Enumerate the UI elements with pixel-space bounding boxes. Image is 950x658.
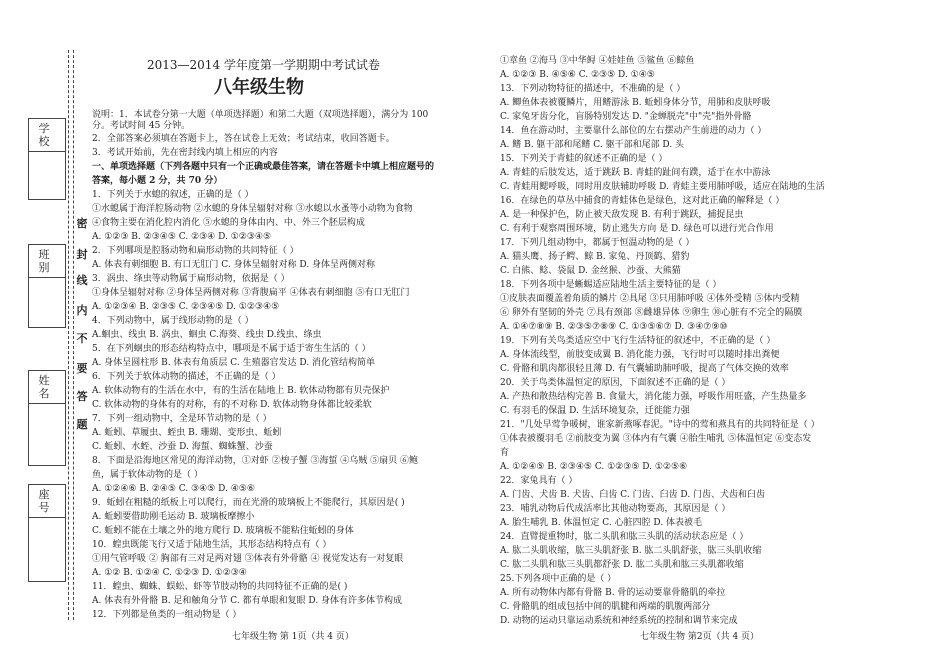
seat-label: 座 号 — [29, 485, 65, 518]
page1-line: ①水螅属于海洋腔肠动物 ②水螅的身体呈辐射对称 ③水螅以水蚤等小动物为食物 — [92, 204, 413, 214]
page1-line: 7．下列一组动物中，全是环节动物的是（ ） — [92, 414, 272, 424]
exam-title: 2013—2014 学年度第一学期期中考试试卷 — [147, 58, 380, 72]
page2-line: 13．下列动物特征的描述中，不准确的是（ ） — [500, 84, 686, 94]
page2-line: C. 骨骼肌的组成包括中间的肌腱和两端的肌腹两部分 — [500, 602, 711, 612]
page2-line: C. 骨骼和肌肉都很轻且薄 D. 有气囊辅助肺呼吸，提高了气体交换的效率 — [500, 364, 789, 374]
page2-line: 15．下列关于青蛙的叙述不正确的是（ ） — [500, 154, 668, 164]
page1-line: A. 身体呈圆柱形 B. 体表有角质层 C. 生殖器官发达 D. 消化管结构简单 — [92, 358, 376, 368]
school-field[interactable] — [28, 118, 66, 200]
page2-line: 23．哺乳动物后代成活率比其他动物要高，其原因是（ ） — [500, 504, 731, 514]
page2-line: D. 动物的运动只靠运动系统和神经系统的控制和调节来完成 — [500, 616, 738, 626]
page2-line: A. 是一种保护色，防止被天敌发现 B. 有利于跳跃，捕捉昆虫 — [500, 210, 744, 220]
page2-line: A. 门齿、犬齿 B. 犬齿、臼齿 C. 门齿、臼齿 D. 门齿、犬齿和臼齿 — [500, 490, 766, 500]
page1-line: ④食物主要在消化腔内消化 ⑤水螅的身体由内、中、外三个胚层构成 — [92, 218, 365, 228]
exam-subject: 八年级生物 — [214, 77, 304, 98]
page1-line: A. ①②③ B. ②③④⑤ C. ②③④ D. ①②③④⑤ — [92, 232, 272, 242]
page2-line: 16．在绿色的草丛中捕食的青蛙体色是绿色，这对此正确的解释是（ ） — [500, 196, 785, 206]
page1-line: 2．全部答案必须填在答题卡上，答在试卷上无效；考试结束，收回答题卡。 — [92, 134, 395, 144]
page2-line: C. 肱二头肌和肱三头肌都舒张 D. 肱二头肌和肱三头肌都收缩 — [500, 560, 744, 570]
class-label: 班 别 — [29, 245, 65, 278]
page1-line: A.蛔虫、线虫 B. 涡虫、蛔虫 C.海葵、线虫 D.线虫、绦虫 — [92, 330, 322, 340]
seal-char: 答 — [76, 390, 88, 403]
page2-line: A. 胎生哺乳 B. 体温恒定 C. 心脏四腔 D. 体表被毛 — [500, 518, 703, 528]
page2-line: A. 产热和散热结构完善 B. 食量大，消化能力强，呼吸作用旺盛，产生热量多 — [500, 392, 807, 402]
page1-footer: 七年级生物 第 1页（共 4 页） — [232, 632, 354, 642]
page1-line: A. ①②④⑥ B. ②④⑤ C. ③④⑤ D. ④⑤⑥ — [92, 484, 255, 494]
binding-strip — [0, 0, 90, 658]
seal-char: 题 — [76, 418, 88, 431]
page1-line: 2．下列哪项是腔肠动物和扁形动物的共同特征（ ） — [92, 246, 299, 256]
page2-line: A. ①②③ B. ④⑤⑥ C. ②③⑤ D. ①④⑤ — [500, 70, 655, 80]
school-label: 学 校 — [29, 119, 65, 152]
page2-line: 24．直臂提重物时，肱二头肌和肱三头肌的活动状态应是（ ） — [500, 532, 749, 542]
page1-line: 12．下列都是鱼类的一组动物是（ ） — [92, 610, 242, 620]
page1-line: 3．涡虫、绦虫等动物属于扁形动物，依据是（ ） — [92, 274, 290, 284]
page1-line: A. 蚯蚓要借助刚毛运动 B. 玻璃板摩擦小 — [92, 512, 255, 522]
page2-footer: 七年级生物 第2页（共 4 页） — [640, 632, 760, 642]
page2-line: A. 肱二头肌收缩，肱三头肌舒张 B. 肱二头肌舒张，肱三头肌收缩 — [500, 546, 762, 556]
page1-line: A. ①② B. ①②④ C. ①②③ D. ①②③④ — [92, 568, 247, 578]
seal-char: 不 — [76, 332, 88, 345]
page1-line: A. 体表有刺细胞 B. 有口无肛门 C. 身体呈辐射对称 D. 身体呈两侧对称 — [92, 260, 376, 270]
page1-line: 8．下面是沿海地区常见的海洋动物，①对虾 ②梭子蟹 ③海蜇 ④乌贼 ⑤扇贝 ⑥鲍 — [92, 456, 419, 466]
page1-line: 9．蚯蚓在粗糙的纸板上可以爬行，而在光滑的玻璃板上不能爬行，其原因是( ) — [92, 498, 405, 508]
page1-line: 6．下列关于软体动物的描述，不正确的是（ ） — [92, 372, 281, 382]
seal-char: 线 — [76, 274, 88, 287]
seal-char: 要 — [76, 362, 88, 375]
name-field[interactable] — [28, 370, 66, 466]
section-heading: 一、单项选择题（下列各题中只有一个正确或最佳答案，请在答题卡中填上相应题号的 — [92, 162, 435, 172]
page1-line: 10．蝗虫既能飞行又适于陆地生活，其形态结构特点有（ ） — [92, 540, 332, 550]
page1-line: ①用气管呼吸 ② 胸部有三对足两对翅 ③体表有外骨骼 ④ 视觉发达有一对复眼 — [92, 554, 404, 564]
page2-line: ①体表被覆羽毛 ②前肢变为翼 ③体内有气囊 ④胎生哺乳 ⑤体温恒定 ⑥变态发 — [500, 434, 812, 444]
section-heading: 答案，每小题 2 分，共 70 分） — [92, 176, 223, 186]
page1-line: 1．下列关于水螅的叙述，正确的是（ ） — [92, 190, 254, 200]
page1-line: C. 蚯蚓不能在土壤之外的地方爬行 D. 玻璃板不能粘住蚯蚓的身体 — [92, 526, 354, 536]
page2-line: 21．"几处早莺争暖树，谁家新燕啄春泥。"诗中的莺和燕具有的共同特征是（ ） — [500, 420, 820, 430]
page1-line: A. 蚯蚓、草履虫、蛭虫 B. 珊瑚、变形虫、蚯蚓 — [92, 428, 282, 438]
page2-line: A. 青蛙的后肢发达，适于跳跃 B. 青蛙的趾间有蹼，适于在水中游泳 — [500, 168, 771, 178]
page2-line: 22．家兔具有（ ） — [500, 476, 578, 486]
page1-line: 5．在下列蛔虫的形态结构特点中，哪项是不属于适于寄生生活的（ ） — [92, 344, 371, 354]
page2-line: A. 鳍 B. 躯干部和尾鳍 C. 躯干部和尾部 D. 头 — [500, 140, 685, 150]
page1-line: C. 软体动物的身体有的对称，有的不对称 D. 软体动物身体都比较柔软 — [92, 400, 372, 410]
page2-line: C. 有利于观察周围环境，防止逃失方向 是 D. 绿色可以进行光合作用 — [500, 224, 774, 234]
page2-line: 14．鱼在游动时，主要靠什么部位的左右摆动产生前进的动力（ ） — [500, 126, 767, 136]
page2-line: C. 青蛙用鳃呼吸，同时用皮肤辅助呼吸 D. 青蛙主要用肺呼吸，适应在陆地的生活 — [500, 182, 825, 192]
page2-line: ①章鱼 ②海马 ③中华鲟 ④娃娃鱼 ⑤鲨鱼 ⑥鲸鱼 — [500, 56, 695, 66]
page2-line: 19．下列有关鸟类适应空中飞行生活特征的叙述中，不正确的是（ ） — [500, 336, 776, 346]
page2-line: A. 鲫鱼体表被覆鳞片，用鳍游泳 B. 蚯蚓身体分节，用肺和皮肤呼吸 — [500, 98, 771, 108]
page2-line: A. ①②④⑤ B. ②③④⑤ C. ①②③⑤ D. ①②⑤⑥ — [500, 462, 688, 472]
seal-char: 封 — [76, 248, 88, 261]
page1-line: A. 体表有外骨骼 B. 足和触角分节 C. 都有单眼和复眼 D. 身体有许多体节构成 — [92, 596, 403, 606]
page2-line: ①皮肤表面覆盖着角质的鳞片 ②具尾 ③只用肺呼吸 ④体外受精 ⑤体内受精 — [500, 294, 800, 304]
page1-line: A. 软体动物有的生活在水中，有的生活在陆地上 B. 软体动物都有贝壳保护 — [92, 386, 390, 396]
page2-line: 25.下列各项中正确的是（ ） — [500, 574, 617, 584]
page2-line: C. 有羽毛的保温 D. 生活环境复杂，迁徙能力强 — [500, 406, 690, 416]
page1-line: A. ①②③④ B. ②③⑤ C. ②③④⑤ D. ①②③④⑤ — [92, 302, 280, 312]
seal-char: 密 — [76, 217, 88, 230]
page1-line: 说明：1．本试卷分第一大题（单项选择题）和第二大题（双项选择题），满分为 100 — [92, 110, 429, 120]
page1-line: 鱼，属于软体动物的是（ ） — [92, 470, 203, 480]
page1-line: 11．蝗虫、蜘蛛、蜈蚣、虾等节肢动物的共同特征不正确的是( ) — [92, 582, 348, 592]
page2-line: 18．下列各项中是蜥蜴适应陆地生活主要特征的是（ ） — [500, 280, 722, 290]
page1-line: C. 蚯蚓、水蛭、沙蚕 D. 海蜇、蜘蛛蟹、沙蚕 — [92, 442, 273, 452]
page1-line: ①身体呈辐射对称 ②身体呈两侧对称 ③背腹扁平 ④体表有刺细胞 ⑤有口无肛门 — [92, 288, 410, 298]
page2-line: C. 家兔牙齿分化，盲肠特别发达 D. "金蝉脱壳"中"壳"指外骨骼 — [500, 112, 752, 122]
page2-line: A. ①④⑦⑧⑨ B. ②③⑤⑦⑧⑨ C. ①③⑤⑥⑦ D. ③④⑦⑨⑩ — [500, 322, 728, 332]
seat-number-field[interactable] — [28, 484, 66, 582]
page2-line: C. 白熊、鲶、袋鼠 D. 金丝猴、沙蚕、大熊猫 — [500, 266, 681, 276]
page2-line: A. 身体流线型，前肢变成翼 B. 消化能力强，飞行时可以随时排出粪便 — [500, 350, 780, 360]
page2-line: 17．下列几组动物中，都属于恒温动物的是（ ） — [500, 238, 695, 248]
seal-char: 内 — [76, 304, 88, 317]
name-label: 姓 名 — [29, 371, 65, 404]
page2-line: A. 所有动物体内都有骨骼 B. 骨的运动要靠骨骼肌的牵拉 — [500, 588, 726, 598]
page2-line: A. 猫头鹰、扬子鳄、鲸 B. 家兔、丹顶鹤、猎豹 — [500, 252, 690, 262]
page1-line: 分。考试时间 45 分钟。 — [92, 121, 191, 131]
page1-line: 3．考试开始前，先在密封线内填上相应的内容 — [92, 148, 278, 158]
page2-line: ⑥ 卵外有坚韧的外壳 ⑦具有颈部 ⑧雌雄异体 ⑨卵生 ⑩心脏有不完全的隔膜 — [500, 308, 803, 318]
page2-line: 20．关于鸟类体温恒定的原因，下面叙述不正确的是（ ） — [500, 378, 731, 388]
class-field[interactable] — [28, 244, 66, 328]
page1-line: 4．下列动物中，属于线形动物的是（ ） — [92, 316, 254, 326]
page2-line: 育 — [500, 448, 510, 458]
binding-line-left — [68, 50, 69, 620]
